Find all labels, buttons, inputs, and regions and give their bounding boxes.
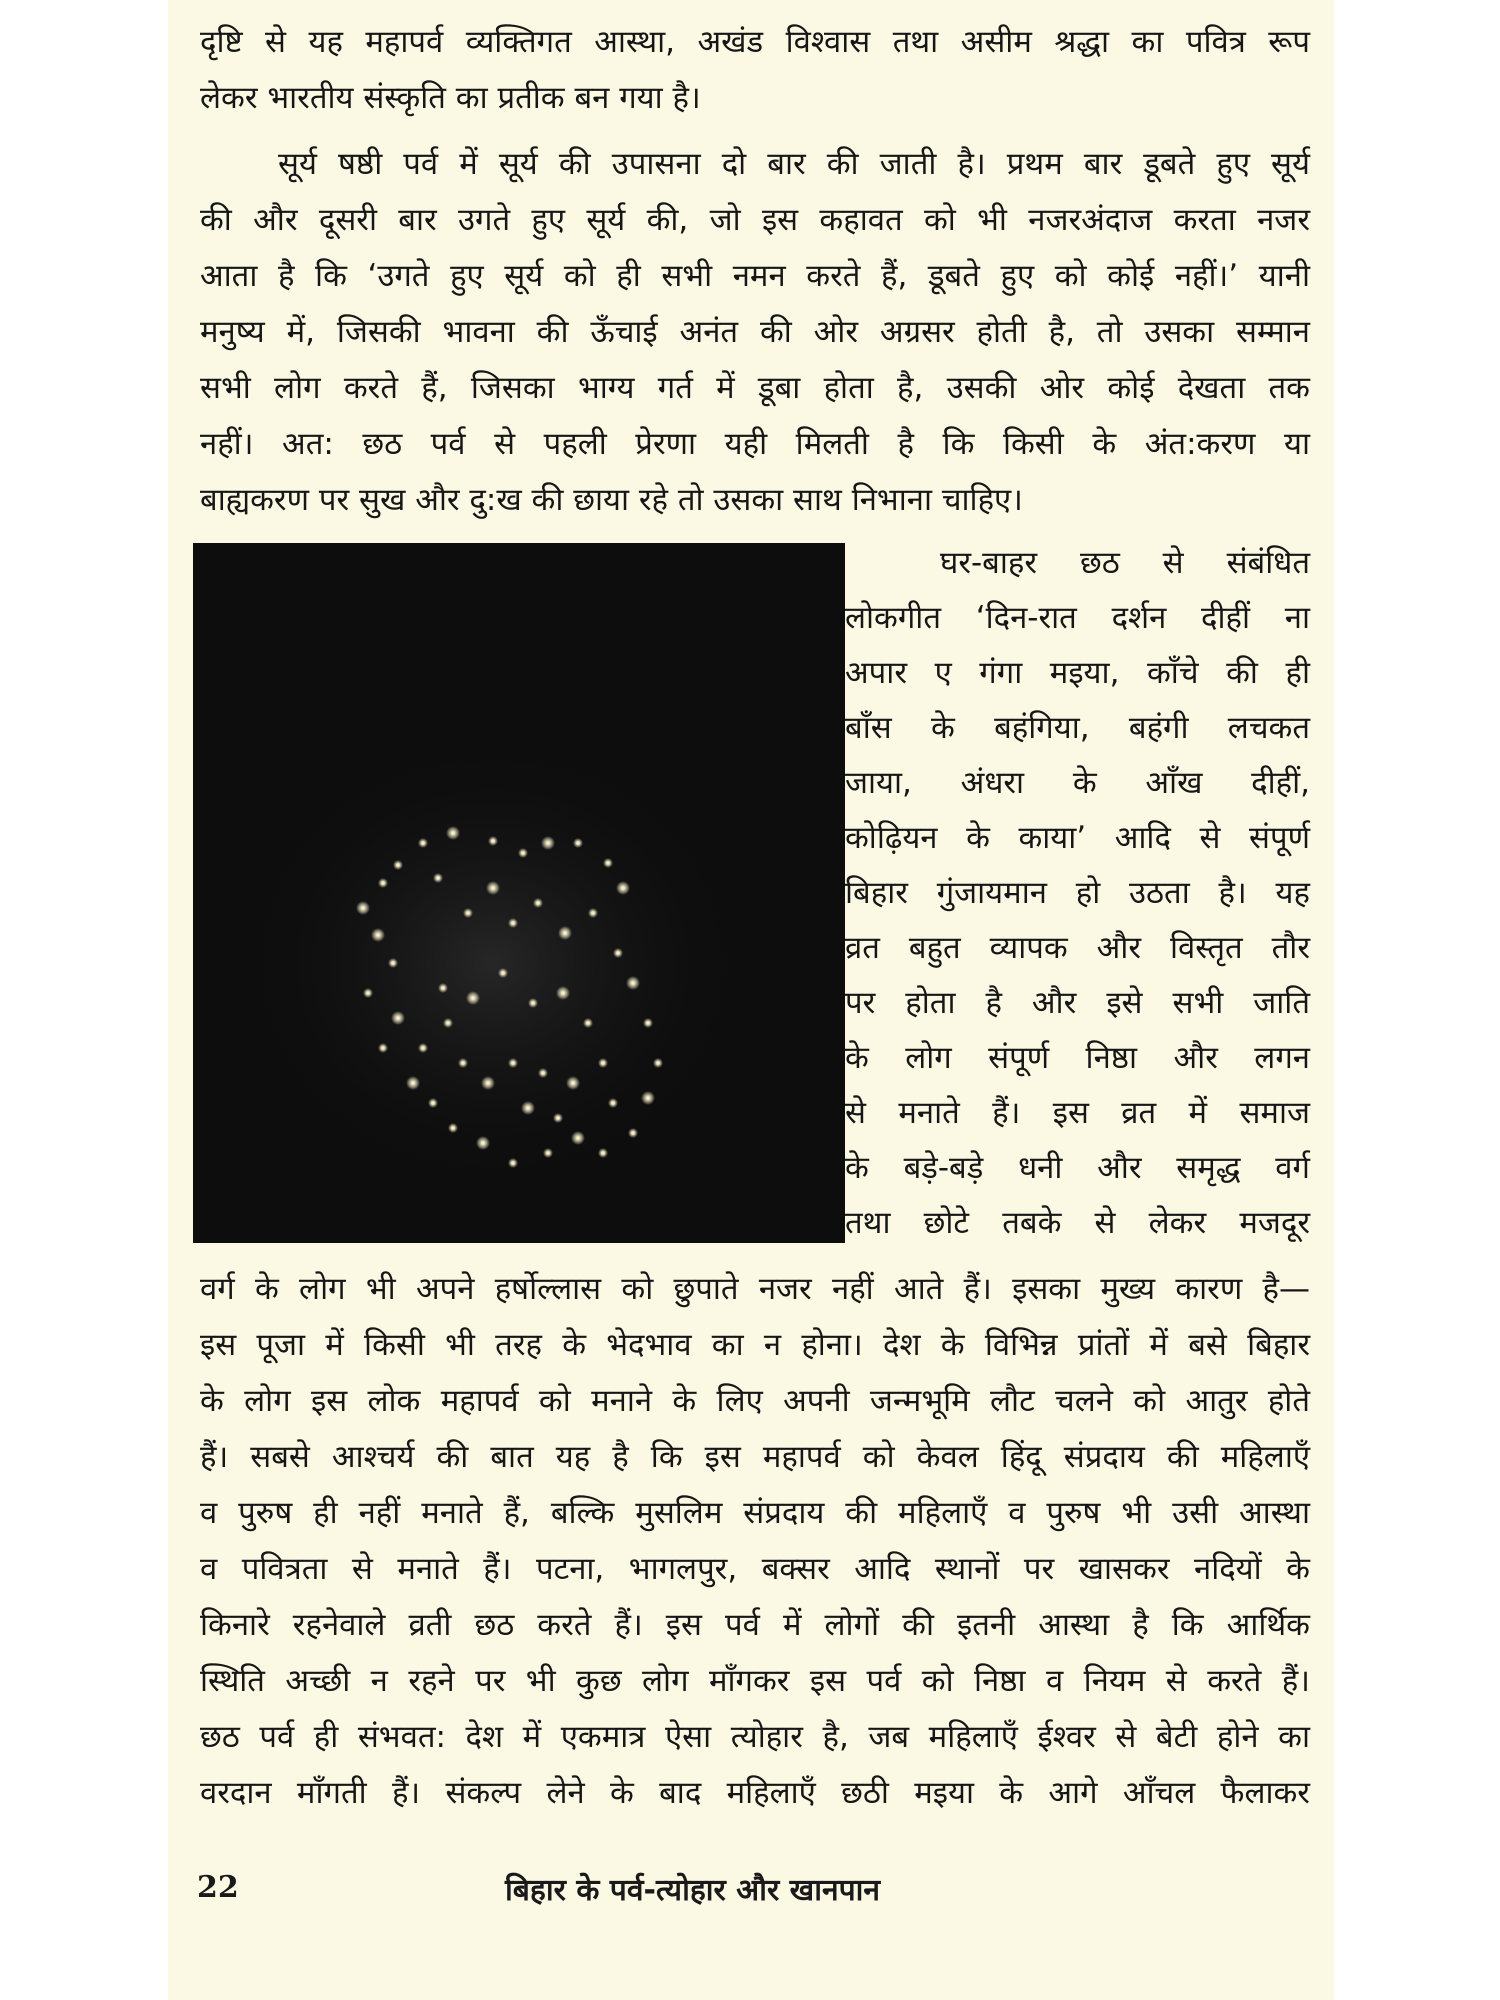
lamp-flame [631, 981, 635, 985]
lamp-flame [621, 886, 625, 890]
lamp-flame [616, 951, 620, 955]
lamp-flame [556, 1116, 560, 1120]
text-line: स्थिति अच्छी न रहने पर भी कुछ लोग माँगकर इस पर्व को निष्ठा व नियम से करते हैं। [200, 1663, 1310, 1699]
text-line: व पवित्रता से मनाते हैं। पटना, भागलपुर, बक्सर आदि स्थानों पर खासकर नदियों के [200, 1551, 1310, 1587]
lamp-flame [396, 863, 400, 867]
lamp-flame [491, 839, 495, 843]
text-line: सूर्य षष्ठी पर्व में सूर्य की उपासना दो बार की जाती है। प्रथम बार डूबते हुए सूर्य [278, 146, 1310, 182]
chhath-lamps-photo [193, 543, 845, 1243]
lamp-flame [451, 1126, 455, 1130]
lamp-flame [436, 876, 440, 880]
text-line: बिहार गुंजायमान हो उठता है। यह [845, 875, 1310, 911]
text-line: हैं। सबसे आश्चर्य की बात यह है कि इस महापर्व को केवल हिंदू संप्रदाय की महिलाएँ [200, 1439, 1310, 1475]
text-line: जाया, अंधरा के आँख दीहीं, [845, 765, 1310, 801]
lamp-flame [531, 1001, 535, 1005]
lamp-flame [511, 1061, 515, 1065]
text-line: की और दूसरी बार उगते हुए सूर्य की, जो इस कहावत को भी नजरअंदाज करता नजर [200, 202, 1310, 238]
lamp-flame [576, 1136, 580, 1140]
lamp-flame [446, 1021, 450, 1025]
lamp-flame [471, 996, 475, 1000]
lamp-flame [611, 1101, 615, 1105]
lamp-flame [546, 1151, 550, 1155]
lamp-flame [646, 1021, 650, 1025]
lamp-flame [451, 831, 455, 835]
lamp-flame [563, 931, 567, 935]
text-line: मनुष्य में, जिसकी भावना की ऊँचाई अनंत की ओर अग्रसर होती है, तो उसका सम्मान [200, 314, 1310, 350]
lamp-flame [601, 1151, 605, 1155]
lamp-flame [536, 901, 540, 905]
text-line: किनारे रहनेवाले व्रती छठ करते हैं। इस पर्व में लोगों की इतनी आस्था है कि आर्थिक [200, 1607, 1310, 1643]
lamp-flame [606, 861, 610, 865]
lamp-flame [601, 1061, 605, 1065]
text-line: वर्ग के लोग भी अपने हर्षोल्लास को छुपाते नजर नहीं आते हैं। इसका मुख्य कारण है— [200, 1271, 1310, 1307]
lamp-flame [431, 1101, 435, 1105]
lamp-flame [381, 1046, 385, 1050]
lamp-flame [591, 911, 595, 915]
text-line: पर होता है और इसे सभी जाति [845, 985, 1310, 1021]
lamp-flame [376, 933, 380, 937]
text-line: के लोग इस लोक महापर्व को मनाने के लिए अपनी जन्मभूमि लौट चलने को आतुर होते [200, 1383, 1310, 1419]
lamp-flame [501, 971, 505, 975]
lamp-flame [571, 1081, 575, 1085]
running-footer-title: बिहार के पर्व-त्योहार और खानपान [505, 1873, 881, 1908]
lamp-flame [441, 986, 445, 990]
lamp-flame [561, 991, 565, 995]
lamp-flame [586, 1021, 590, 1025]
lamp-flame [646, 1096, 650, 1100]
text-line: लोकगीत ‘दिन-रात दर्शन दीहीं ना [845, 600, 1310, 636]
lamp-flame [396, 1016, 400, 1020]
text-line: व पुरुष ही नहीं मनाते हैं, बल्कि मुसलिम संप्रदाय की महिलाएँ व पुरुष भी उसी आस्था [200, 1495, 1310, 1531]
lamp-flame [481, 1141, 485, 1145]
text-line: तथा छोटे तबके से लेकर मजदूर [845, 1205, 1310, 1241]
lamp-flame [511, 921, 515, 925]
text-line: से मनाते हैं। इस व्रत में समाज [845, 1095, 1310, 1131]
lamp-flame [631, 1131, 635, 1135]
text-line: घर-बाहर छठ से संबंधित [940, 545, 1310, 581]
lamps-illustration [193, 543, 845, 1243]
lamp-flame [411, 1081, 415, 1085]
lamp-flame [361, 906, 365, 910]
text-line: दृष्टि से यह महापर्व व्यक्तिगत आस्था, अखंड विश्वास तथा असीम श्रद्धा का पवित्र रूप [200, 24, 1310, 60]
lamp-flame [576, 841, 580, 845]
lamp-flame [491, 886, 495, 890]
lamp-flame [421, 1046, 425, 1050]
lamp-flame [546, 841, 550, 845]
text-line: व्रत बहुत व्यापक और विस्तृत तौर [845, 930, 1310, 966]
lamp-flame [656, 1061, 660, 1065]
text-line: नहीं। अत: छठ पर्व से पहली प्रेरणा यही मिलती है कि किसी के अंत:करण या [200, 426, 1310, 462]
text-line: बाह्यकरण पर सुख और दु:ख की छाया रहे तो उसका साथ निभाना चाहिए। [200, 482, 1023, 518]
text-line: छठ पर्व ही संभवत: देश में एकमात्र ऐसा त्योहार है, जब महिलाएँ ईश्वर से बेटी होने का [200, 1719, 1310, 1755]
lamp-flame [521, 851, 525, 855]
lamp-flame [466, 911, 470, 915]
text-line: कोढ़ियन के काया’ आदि से संपूर्ण [845, 820, 1310, 856]
text-line: इस पूजा में किसी भी तरह के भेदभाव का न होना। देश के विभिन्न प्रांतों में बसे बिहार [200, 1327, 1310, 1363]
page-number: 22 [197, 1870, 239, 1905]
lamp-flame [541, 1071, 545, 1075]
text-line: आता है कि ‘उगते हुए सूर्य को ही सभी नमन करते हैं, डूबते हुए को कोई नहीं।’ यानी [200, 258, 1310, 294]
lamp-flame [391, 961, 395, 965]
lamp-flame [461, 1061, 465, 1065]
lamp-flame [526, 1106, 530, 1110]
text-line: बाँस के बहंगिया, बहंगी लचकत [845, 710, 1310, 746]
text-line: वरदान माँगती हैं। संकल्प लेने के बाद महिलाएँ छठी मइया के आगे आँचल फैलाकर [200, 1775, 1310, 1811]
lamp-flame [486, 1081, 490, 1085]
text-line: लेकर भारतीय संस्कृति का प्रतीक बन गया है। [200, 80, 701, 116]
lamp-flame [381, 881, 385, 885]
text-line: के बड़े-बड़े धनी और समृद्ध वर्ग [845, 1150, 1310, 1186]
lamp-flame [511, 1161, 515, 1165]
text-line: सभी लोग करते हैं, जिसका भाग्य गर्त में डूबा होता है, उसकी ओर कोई देखता तक [200, 370, 1310, 406]
lamp-flame [366, 991, 370, 995]
text-line: के लोग संपूर्ण निष्ठा और लगन [845, 1040, 1310, 1076]
lamp-flame [421, 841, 425, 845]
text-line: अपार ए गंगा मइया, काँचे की ही [845, 655, 1310, 691]
